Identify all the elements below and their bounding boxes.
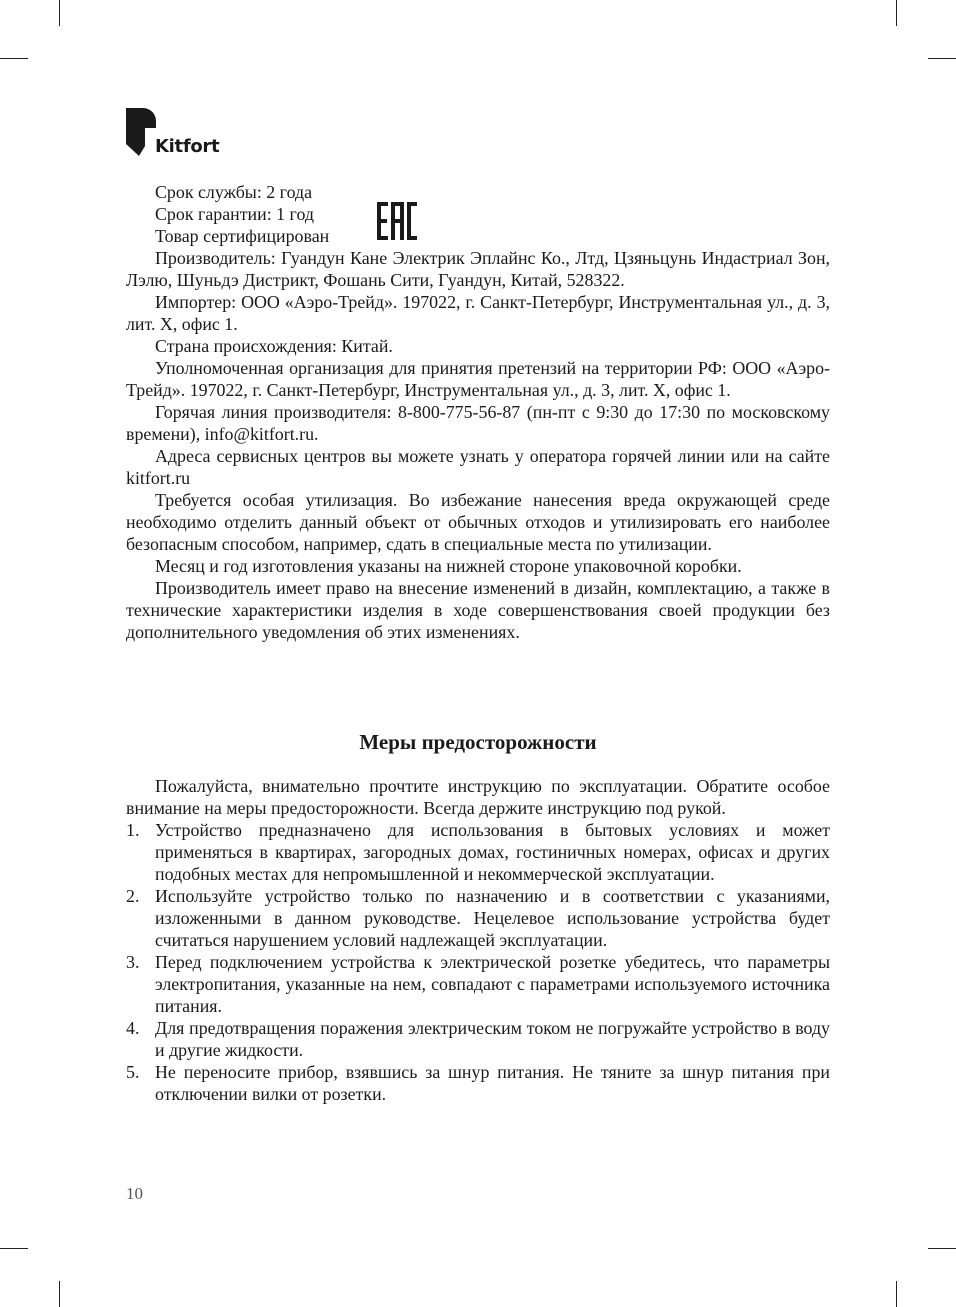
crop-mark xyxy=(0,58,28,59)
list-item xyxy=(126,1017,830,1061)
authorized-organization: Уполномоченная организация для принятия претензий на территории РФ: ООО «Аэро-Трейд». 197022, г. Санкт-Петербург, Инструментальная ул., д. 3, лит. Х, офис 1. xyxy=(126,358,830,400)
kitfort-logo-icon xyxy=(126,108,156,156)
crop-mark xyxy=(59,1281,60,1307)
hotline-info: Горячая линия производителя: 8-800-775-56-87 (пн-пт с 9:30 до 17:30 по московскому времени), info@kitfort.ru. xyxy=(126,402,830,444)
changes-disclaimer: Производитель имеет право на внесение изменений в дизайн, комплектацию, а также в технические характеристики изделия в ходе совершенствования своей продукции без дополнительного уведомления об этих изменениях. xyxy=(126,578,830,642)
brand-name: Kitfort xyxy=(155,136,220,157)
list-item xyxy=(126,951,830,1017)
safety-intro: Пожалуйста, внимательно прочтите инструкцию по эксплуатации. Обратите особое внимание на меры предосторожности. Всегда держите инструкцию под рукой. xyxy=(126,776,830,818)
crop-mark xyxy=(928,58,956,59)
safety-list xyxy=(126,819,830,1105)
manufacturer-info: Производитель: Гуандун Кане Электрик Эплайнс Ко., Лтд, Цзяньцунь Индастриал Зон, Лэлю, Шуньдэ Дистрикт, Фошань Сити, Гуандун, Китай, 528322. xyxy=(126,248,830,290)
crop-mark xyxy=(896,1281,897,1307)
section-title: Меры предосторожности xyxy=(359,730,597,754)
manufacture-date-info: Месяц и год изготовления указаны на нижней стороне упаковочной коробки. xyxy=(155,556,742,576)
list-item-text: Для предотвращения поражения электрическим током не погружайте устройство в воду и другие жидкости. xyxy=(155,1018,830,1060)
warranty-period: Срок гарантии: 1 год xyxy=(155,204,314,224)
certification-note: Товар сертифицирован xyxy=(155,226,330,246)
disposal-info: Требуется особая утилизация. Во избежание нанесения вреда окружающей среде необходимо отделить данный объект от обычных отходов и утилизировать его наиболее безопасным способом, например, сдать в специальные места по утилизации. xyxy=(126,490,830,554)
crop-mark xyxy=(928,1248,956,1249)
crop-mark xyxy=(896,0,897,26)
list-item-number: 3. xyxy=(126,952,140,972)
list-item-text: Перед подключением устройства к электрической розетке убедитесь, что параметры электропитания, указанные на нем, совпадают с параметрами используемого источника питания. xyxy=(155,952,830,1016)
list-item xyxy=(126,819,830,885)
brand-logo xyxy=(126,108,266,158)
list-item-text: Устройство предназначено для использования в бытовых условиях и может применяться в квартирах, загородных домах, гостиничных номерах, офисах и других подобных местах для непромышленной и некоммерческой эксплуатации. xyxy=(155,820,830,884)
crop-mark xyxy=(59,0,60,26)
list-item-number: 5. xyxy=(126,1062,140,1082)
list-item-number: 2. xyxy=(126,886,140,906)
country-of-origin: Страна происхождения: Китай. xyxy=(155,336,393,356)
service-life: Срок службы: 2 года xyxy=(155,182,313,202)
list-item-number: 1. xyxy=(126,820,140,840)
service-centers-info: Адреса сервисных центров вы можете узнать у оператора горячей линии или на сайте kitfort.ru xyxy=(126,446,830,488)
product-info xyxy=(126,181,830,643)
page-number: 10 xyxy=(126,1184,143,1203)
safety-section xyxy=(126,775,830,1105)
list-item xyxy=(126,1061,830,1105)
list-item-text: Используйте устройство только по назначению и в соответствии с указаниями, изложенными в данном руководстве. Нецелевое использование устройства будет считаться нарушением условий надлежащей эксплуатации. xyxy=(155,886,830,950)
importer-info: Импортер: ООО «Аэро-Трейд». 197022, г. Санкт-Петербург, Инструментальная ул., д. 3, лит. Х, офис 1. xyxy=(126,292,830,334)
list-item xyxy=(126,885,830,951)
list-item-number: 4. xyxy=(126,1018,140,1038)
crop-mark xyxy=(0,1248,28,1249)
list-item-text: Не переносите прибор, взявшись за шнур питания. Не тяните за шнур питания при отключении вилки от розетки. xyxy=(155,1062,830,1104)
